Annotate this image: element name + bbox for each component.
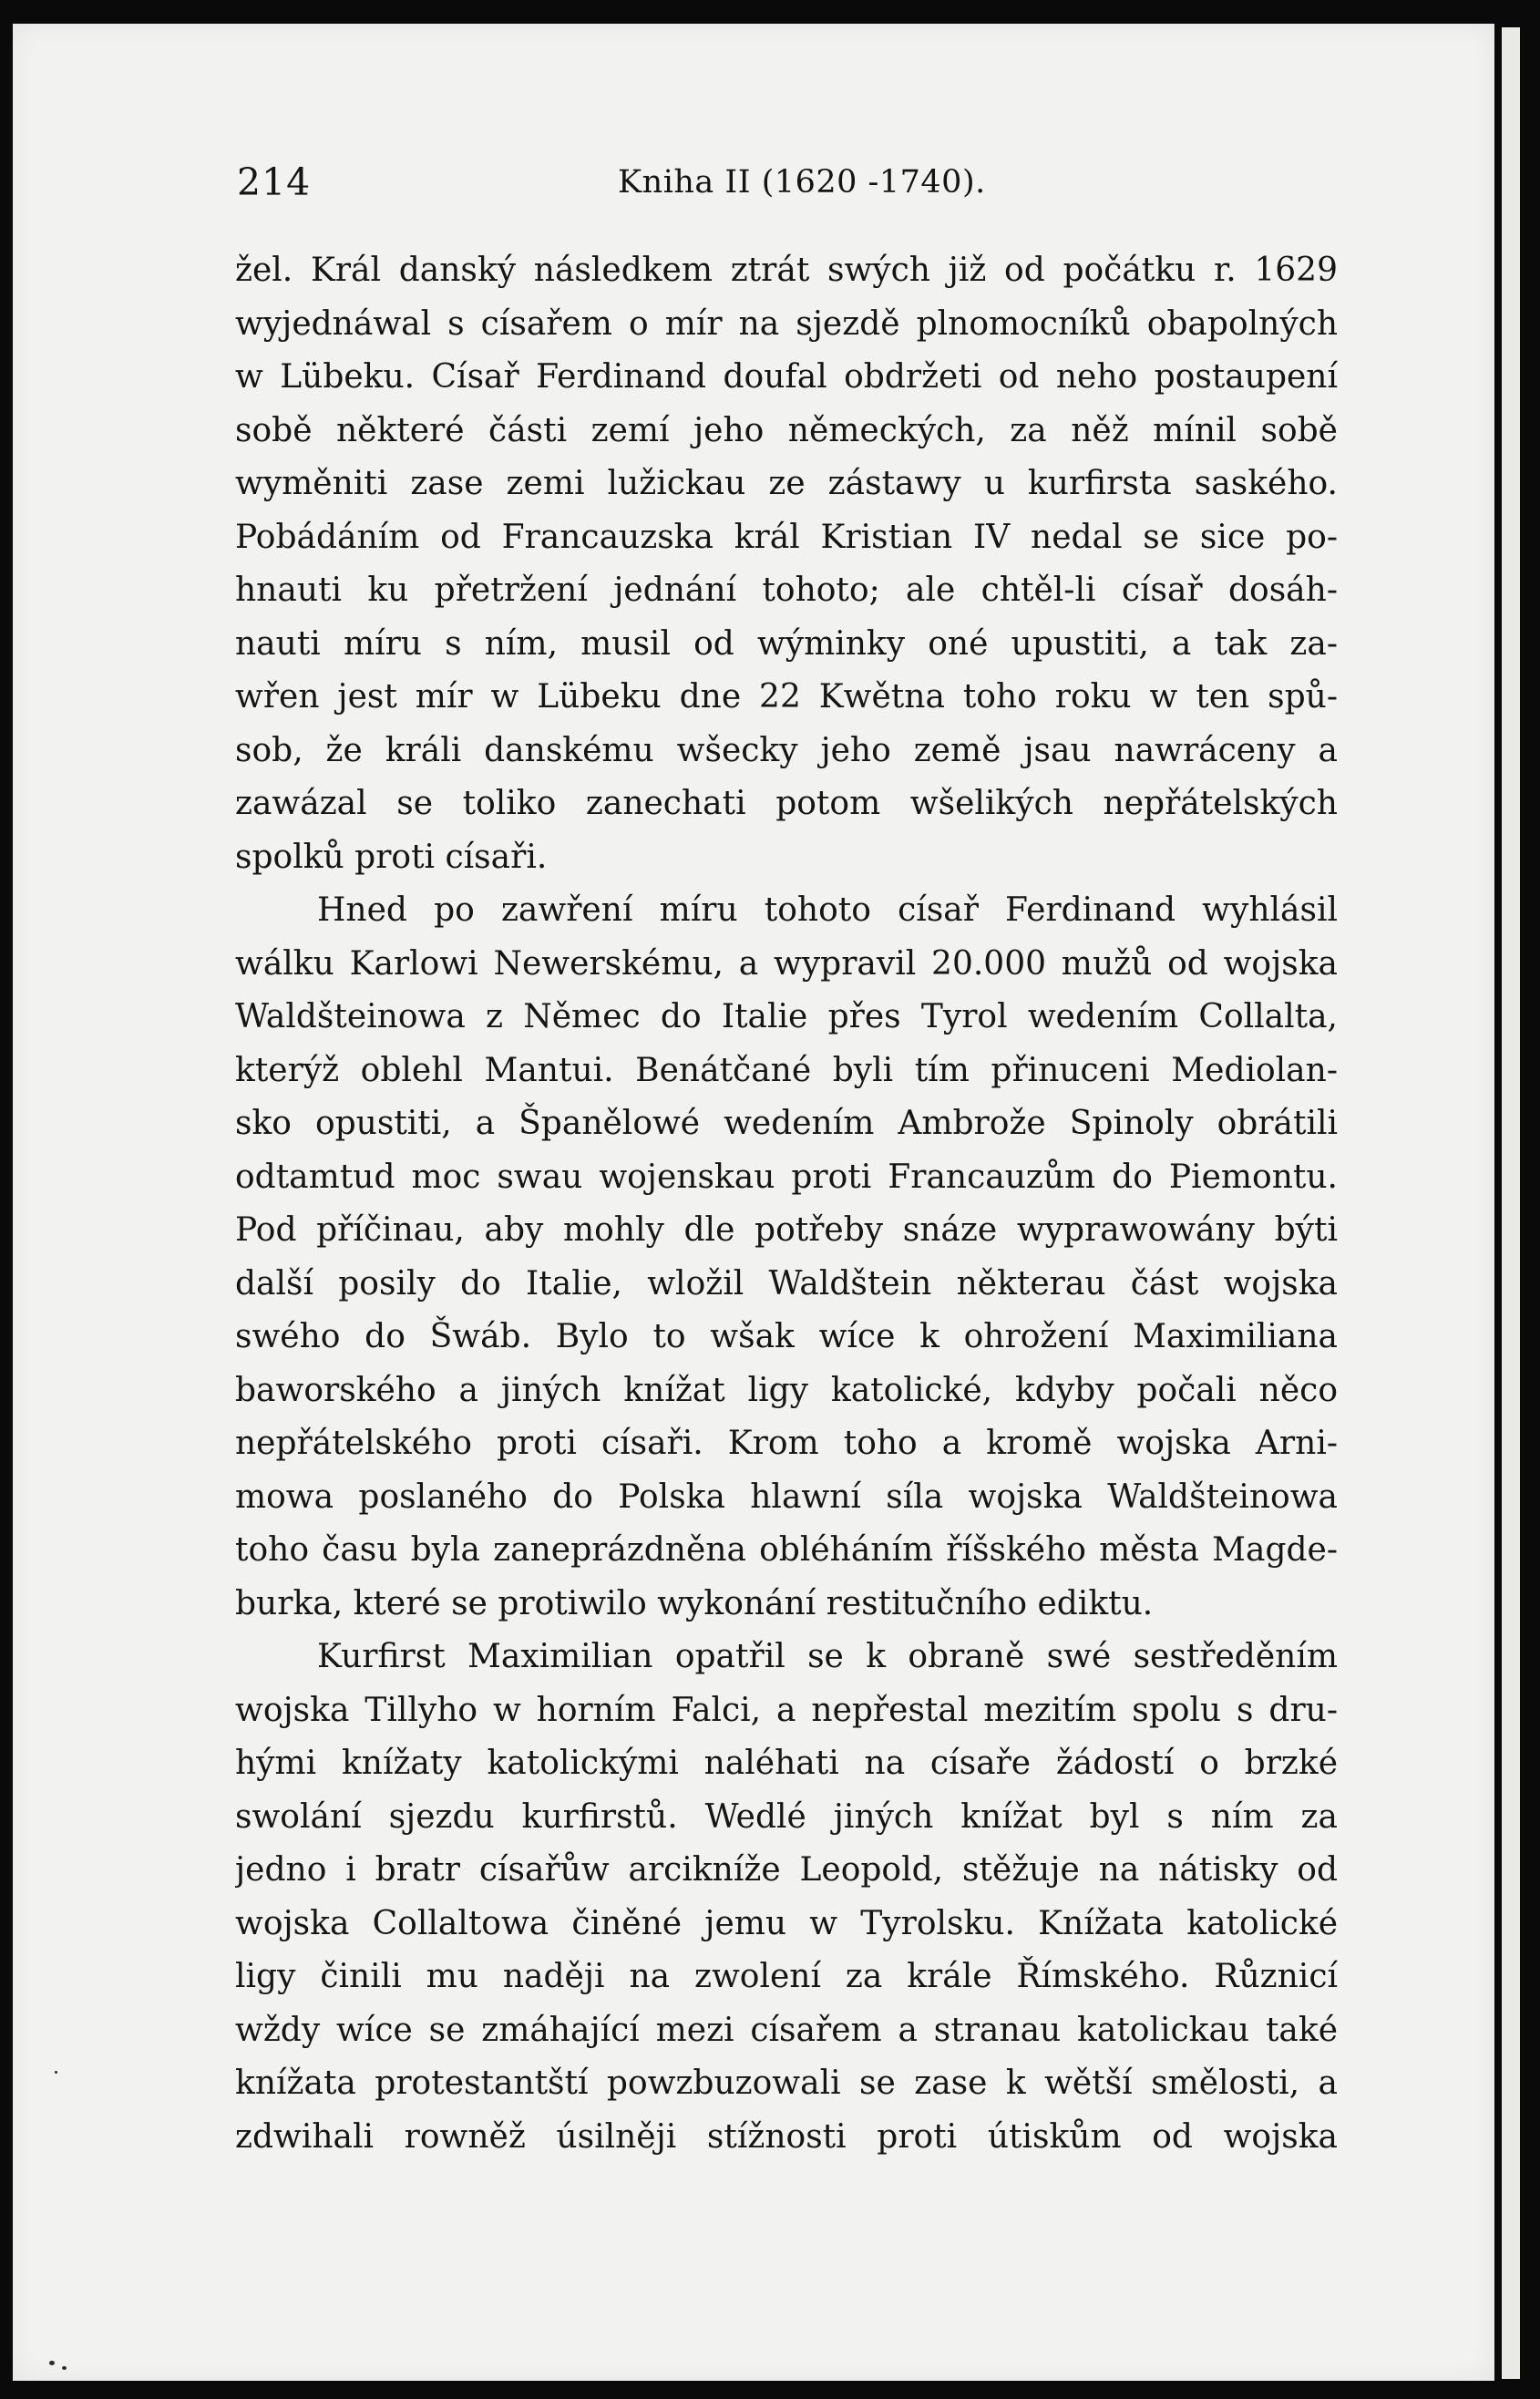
text-line: toho času byla zaneprázdněna obléháním říšského města Magde- [235, 1531, 1338, 1569]
text-line: swého do Šwáb. Bylo to wšak wíce k ohrožení Maximiliana [235, 1318, 1338, 1355]
text-line: wojska Tillyho w horním Falci, a nepřestal mezitím spolu s dru- [235, 1691, 1338, 1729]
text-line: wyměniti zase zemi lužickau ze zástawy u kurfirsta saského. [235, 465, 1338, 502]
page-header [237, 160, 1340, 206]
page-number: 214 [237, 160, 312, 204]
text-line: Kurfirst Maximilian opatřil se k obraně swé sestředěním [317, 1638, 1338, 1675]
text-line: zdwihali rowněž úsilněji stížnosti proti útiskům od wojska [235, 2117, 1338, 2156]
text-line: kterýž oblehl Mantui. Benátčané byli tím přinuceni Mediolan- [235, 1051, 1338, 1089]
text-line: zawázal se toliko zanechati potom wšelikých nepřátelských [235, 785, 1338, 822]
text-line: spolků proti císaři. [235, 838, 548, 876]
running-head: Kniha II (1620 -1740). [618, 164, 986, 201]
text-line: baworského a jiných knížat ligy katolické, kdyby počali něco [235, 1371, 1338, 1409]
text-line: w Lübeku. Císař Ferdinand doufal obdržeti od neho postaupení [235, 358, 1338, 396]
text-line: mowa poslaného do Polska hlawní síla wojska Waldšteinowa [235, 1477, 1338, 1516]
text-line: wojska Collaltowa činěné jemu w Tyrolsku. Knížata katolické [235, 1904, 1338, 1942]
text-line: hnauti ku přetržení jednání tohoto; ale chtěl-li císař dosáh- [235, 571, 1338, 609]
text-line: sobě některé části zemí jeho německých, za něž mínil sobě [235, 411, 1338, 449]
text-line: jedno i bratr císařůw arcikníže Leopold, stěžuje na nátisky od [235, 1851, 1338, 1889]
page-edge [1502, 27, 1520, 2379]
text-line: žel. Král danský následkem ztrát swých již od počátku r. 1629 [235, 252, 1338, 289]
text-line: Pod příčinau, aby mohly dle potřeby snáze wyprawowány býti [235, 1211, 1338, 1249]
text-line: burka, které se protiwilo wykonání restitučního ediktu. [235, 1584, 1154, 1622]
text-line: wřen jest mír w Lübeku dne 22 Kwětna toho roku w ten spů- [235, 678, 1338, 716]
text-line: Hned po zawření míru tohoto císař Ferdinand wyhlásil [317, 891, 1338, 929]
text-line: odtamtud moc swau wojenskau proti Francauzům do Piemontu. [235, 1158, 1338, 1196]
text-line: ligy činili mu naději na zwolení za krále Římského. Různicí [235, 1958, 1338, 1995]
text-line: sob, že králi danskému wšecky jeho země jsau nawráceny a [235, 731, 1338, 769]
text-line: Pobádáním od Francauzska král Kristian IV nedal se sice po- [235, 518, 1338, 556]
text-line: wždy wíce se zmáhající mezi císařem a stranau katolickau také [235, 2011, 1338, 2049]
text-line: nauti míru s ním, musil od wýminky oné upustiti, a tak za- [235, 624, 1338, 663]
dust-speck [49, 2361, 55, 2365]
dust-speck [62, 2366, 67, 2370]
text-line: wálku Karlowi Newerskému, a wypravil 20.000 mužů od wojska [235, 944, 1338, 983]
dust-speck [55, 2071, 57, 2074]
text-line: sko opustiti, a Španělowé wedením Ambrože Spinoly obrátili [235, 1105, 1338, 1142]
text-line: hými knížaty katolickými naléhati na císaře žádostí o brzké [235, 1745, 1338, 1782]
text-line: wyjednáwal s císařem o mír na sjezdě plnomocníků obapolných [235, 304, 1338, 343]
text-line: další posily do Italie, wložil Waldštein některau část wojska [235, 1264, 1338, 1302]
text-line: swolání sjezdu kurfirstů. Wedlé jiných knížat byl s ním za [235, 1797, 1338, 1836]
text-line: Waldšteinowa z Němec do Italie přes Tyrol wedením Collalta, [235, 998, 1338, 1035]
body-text [235, 244, 1338, 2164]
text-line: knížata protestantští powzbuzowali se zase k wětší smělosti, a [235, 2064, 1338, 2102]
text-line: nepřátelského proti císaři. Krom toho a kromě wojska Arni- [235, 1425, 1338, 1462]
